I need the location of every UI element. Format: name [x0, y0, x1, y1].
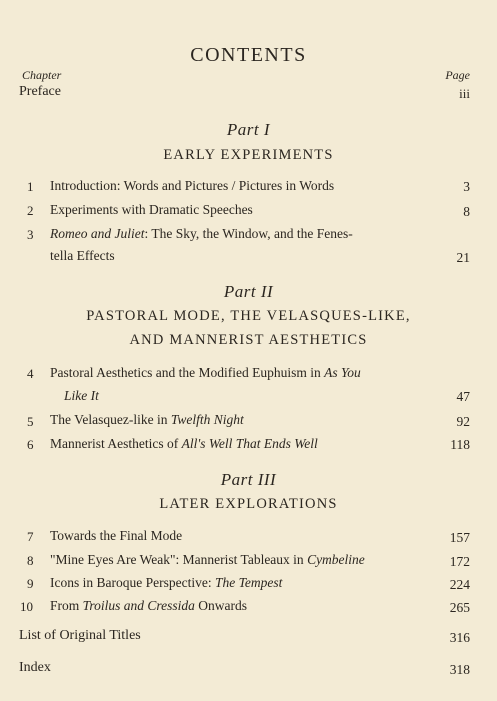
chapter-page: 224 [449, 577, 470, 592]
chapter-column-header: Chapter [22, 68, 62, 82]
chapter-page: 118 [450, 437, 470, 452]
preface-label: Preface [19, 84, 61, 99]
part-2-title-line-1: PASTORAL MODE, THE VELASQUES-LIKE, [86, 308, 411, 324]
chapter-page: 265 [449, 600, 470, 615]
back-matter-page: 316 [449, 630, 470, 645]
play-title: Romeo and Juliet [50, 226, 145, 241]
chapter-title-line-2: tella Effects [50, 248, 115, 263]
chapter-page: 157 [449, 530, 470, 545]
chapter-page: 3 [463, 179, 470, 194]
part-1-label: Part I [226, 120, 271, 139]
preface-page: iii [459, 86, 470, 101]
chapter-title: Icons in Baroque Perspective: The Tempest [50, 575, 283, 590]
play-title: Troilus and Cressida [82, 598, 195, 613]
chapter-title-line-1: Romeo and Juliet: The Sky, the Window, and the Fenes- [50, 226, 353, 241]
part-1-title: EARLY EXPERIMENTS [163, 147, 334, 163]
part-2-label: Part II [223, 282, 274, 301]
chapter-number: 5 [27, 414, 34, 429]
play-title: The Tempest [214, 575, 283, 590]
chapter-number: 4 [27, 366, 34, 381]
part-2-title-line-2: AND MANNERIST AESTHETICS [129, 332, 368, 348]
chapter-number: 10 [20, 599, 33, 614]
back-matter-page: 318 [449, 662, 470, 677]
chapter-number: 2 [27, 203, 34, 218]
chapter-number: 1 [27, 179, 34, 194]
back-matter-label: List of Original Titles [19, 628, 141, 643]
play-title: Cymbeline [307, 552, 365, 567]
chapter-page: 47 [456, 389, 470, 404]
back-matter-label: Index [19, 660, 51, 675]
page-column-header: Page [445, 68, 470, 82]
chapter-number: 3 [27, 227, 34, 242]
part-3-title: LATER EXPLORATIONS [159, 496, 338, 512]
chapter-title: The Velasquez-like in Twelfth Night [50, 412, 244, 427]
chapter-title: Introduction: Words and Pictures / Pictures in Words [50, 178, 335, 193]
chapter-page: 21 [456, 250, 470, 265]
chapter-page: 172 [449, 554, 470, 569]
chapter-title: Experiments with Dramatic Speeches [50, 202, 253, 217]
page-title: CONTENTS [190, 44, 307, 66]
chapter-title-line-2: Like It [64, 388, 99, 403]
play-title: Twelfth Night [170, 412, 244, 427]
chapter-number: 7 [27, 529, 34, 544]
chapter-number: 9 [27, 576, 34, 591]
chapter-title: "Mine Eyes Are Weak": Mannerist Tableaux in Cymbeline [50, 552, 365, 567]
chapter-number: 6 [27, 437, 34, 452]
chapter-page: 8 [463, 204, 470, 219]
chapter-title: Towards the Final Mode [50, 528, 183, 543]
chapter-page: 92 [456, 414, 470, 429]
chapter-number: 8 [27, 553, 34, 568]
chapter-title-line-1: Pastoral Aesthetics and the Modified Euphuism in As You [50, 365, 361, 380]
play-title: All's Well That Ends Well [181, 436, 318, 451]
chapter-title: From Troilus and Cressida Onwards [50, 598, 248, 613]
play-title: As You [324, 365, 361, 380]
chapter-title: Mannerist Aesthetics of All's Well That Ends Well [50, 436, 318, 451]
part-3-label: Part III [220, 470, 277, 489]
